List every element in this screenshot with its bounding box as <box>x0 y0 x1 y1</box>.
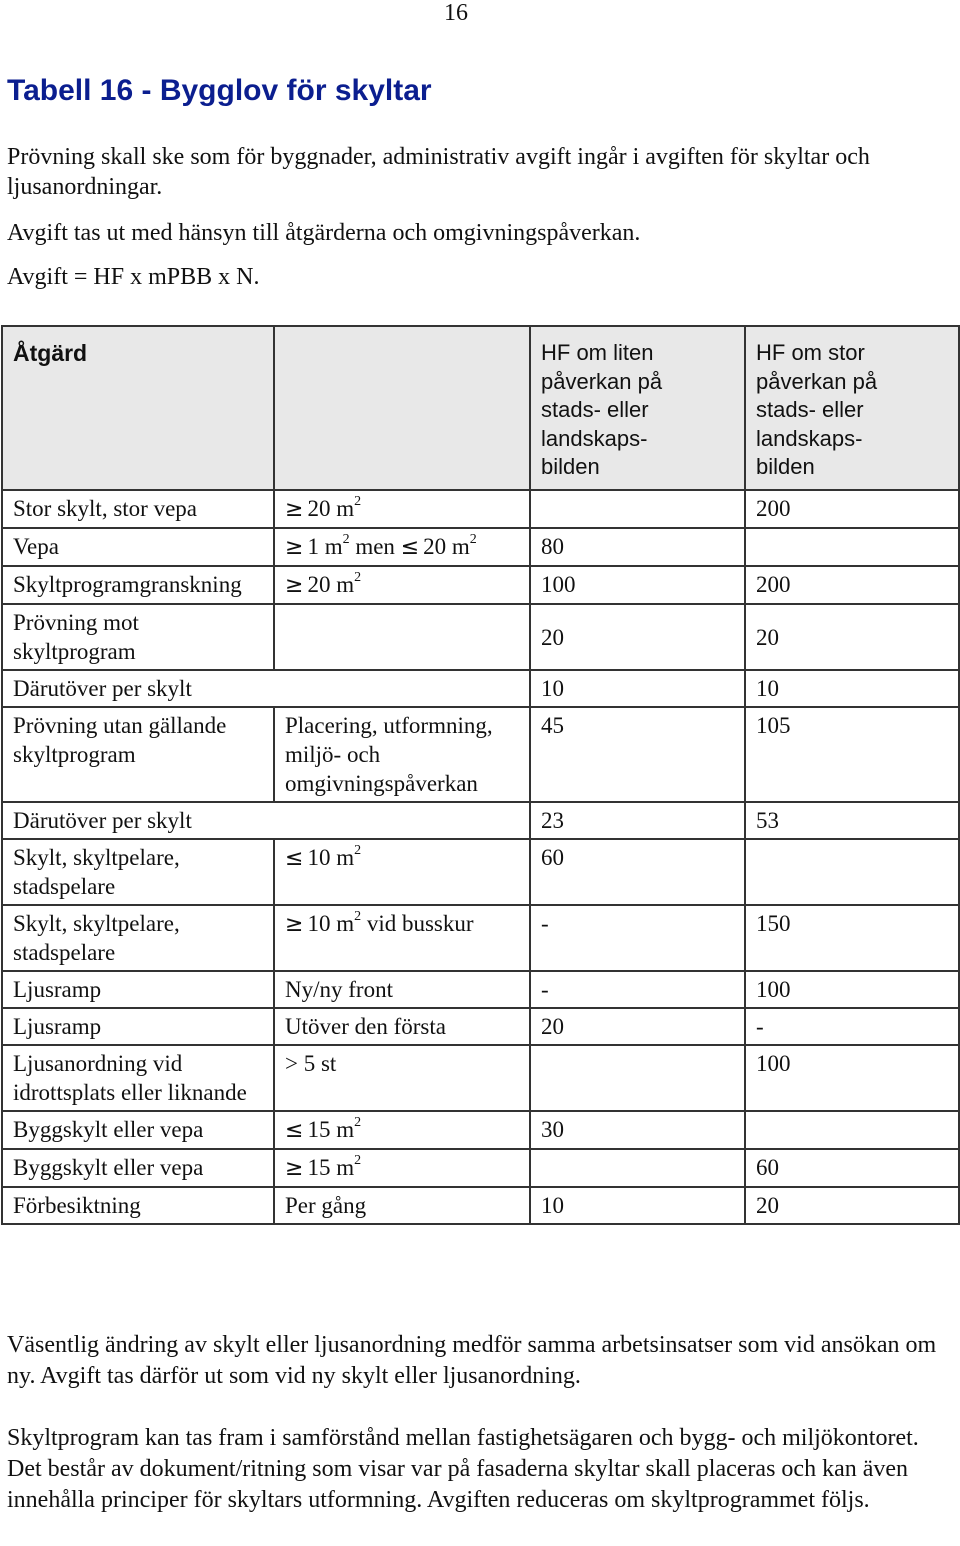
cell-hf-large: 20 <box>745 604 959 670</box>
cell-hf-small: - <box>530 971 745 1008</box>
header-line: påverkan på <box>541 368 663 394</box>
page-number: 16 <box>444 0 468 26</box>
cell-action: Skyltprogramgranskning <box>2 566 274 604</box>
header-line: HF om stor <box>756 340 865 365</box>
less-equal-icon: ≤ <box>285 846 304 871</box>
exponent: 2 <box>342 532 350 548</box>
fee-table <box>1 325 960 1225</box>
column-header-hf-large <box>745 326 959 490</box>
table-row <box>2 905 959 971</box>
table-row <box>2 604 959 670</box>
cell-action: Ljusanordning vid idrottsplats eller liknande <box>2 1045 274 1111</box>
condition-text: 15 m <box>307 1117 355 1142</box>
fee-formula: Avgift = HF x mPBB x N. <box>7 264 260 290</box>
header-line: landskaps- <box>541 425 648 451</box>
header-line: bilden <box>756 454 815 479</box>
table-row <box>2 1187 959 1224</box>
exponent: 2 <box>354 494 362 510</box>
table-row <box>2 802 959 839</box>
intro-paragraph: Prövning skall ske som för byggnader, administrativ avgift ingår i avgiften för skyltar och ljusanordningar. <box>7 144 870 200</box>
cell-hf-small: 10 <box>530 1187 745 1224</box>
cell-condition <box>274 490 530 528</box>
exponent: 2 <box>354 1153 362 1169</box>
less-equal-icon: ≤ <box>285 1118 304 1143</box>
table-row <box>2 1111 959 1149</box>
cell-condition: Per gång <box>274 1187 530 1224</box>
table-row <box>2 971 959 1008</box>
table-row <box>2 1045 959 1111</box>
cell-condition <box>274 905 530 971</box>
condition-text: 1 m <box>307 534 343 559</box>
intro-paragraph: Avgift tas ut med hänsyn till åtgärderna och omgivningspåverkan. <box>7 220 641 246</box>
cell-hf-small: 80 <box>530 528 745 566</box>
condition-text: men <box>349 534 401 559</box>
cell-hf-small <box>530 1149 745 1187</box>
cell-action: Skylt, skyltpelare, stadspelare <box>2 839 274 905</box>
cell-hf-small: 30 <box>530 1111 745 1149</box>
header-line: stads- eller <box>756 397 864 422</box>
cell-hf-large: 100 <box>745 971 959 1008</box>
page-title: Tabell 16 - Bygglov för skyltar <box>7 74 432 107</box>
cell-action: Stor skylt, stor vepa <box>2 490 274 528</box>
cell-hf-small <box>530 1045 745 1111</box>
cell-hf-small: - <box>530 905 745 971</box>
cell-hf-large: 60 <box>745 1149 959 1187</box>
less-equal-icon: ≤ <box>400 535 420 560</box>
cell-condition: > 5 st <box>274 1045 530 1111</box>
table-row <box>2 566 959 604</box>
column-header-condition <box>274 326 530 490</box>
cell-hf-small: 10 <box>530 670 745 707</box>
exponent: 2 <box>354 570 362 586</box>
table-row <box>2 1149 959 1187</box>
cell-hf-large: 53 <box>745 802 959 839</box>
greater-equal-icon: ≥ <box>285 497 304 522</box>
column-header-hf-small <box>530 326 745 490</box>
header-line: landskaps- <box>756 425 863 451</box>
cell-action: Förbesiktning <box>2 1187 274 1224</box>
condition-text: 10 m <box>307 845 355 870</box>
cell-hf-small: 20 <box>530 604 745 670</box>
condition-text: 15 m <box>307 1155 355 1180</box>
exponent: 2 <box>354 1115 362 1131</box>
table-row <box>2 490 959 528</box>
condition-text: 20 m <box>307 572 355 597</box>
cell-action: Skylt, skyltpelare, stadspelare <box>2 905 274 971</box>
cell-condition <box>274 604 530 670</box>
cell-condition <box>274 1111 530 1149</box>
cell-condition: Utöver den första <box>274 1008 530 1045</box>
table-row <box>2 528 959 566</box>
column-header-action: Åtgärd <box>2 326 274 490</box>
cell-hf-large: 105 <box>745 707 959 802</box>
header-line: HF om liten <box>541 340 654 365</box>
cell-action: Ljusramp <box>2 1008 274 1045</box>
cell-action: Därutöver per skylt <box>2 670 530 707</box>
cell-hf-large <box>745 1111 959 1149</box>
cell-hf-small: 60 <box>530 839 745 905</box>
cell-hf-large <box>745 839 959 905</box>
condition-text: 20 m <box>307 496 355 521</box>
header-line: stads- eller <box>541 397 649 422</box>
greater-equal-icon: ≥ <box>285 573 304 598</box>
cell-hf-large: 150 <box>745 905 959 971</box>
note-paragraph: Väsentlig ändring av skylt eller ljusanordning medför samma arbetsinsatser som vid ansökan om ny. Avgift tas därför ut som vid ny skylt eller ljusanordning. <box>7 1332 937 1389</box>
table-header-row <box>2 326 959 490</box>
cell-condition <box>274 839 530 905</box>
table-row <box>2 1008 959 1045</box>
condition-text: vid busskur <box>361 911 474 936</box>
greater-equal-icon: ≥ <box>285 912 304 937</box>
greater-equal-icon: ≥ <box>285 1156 304 1181</box>
exponent: 2 <box>354 843 362 859</box>
cell-hf-small: 100 <box>530 566 745 604</box>
cell-action: Ljusramp <box>2 971 274 1008</box>
cell-hf-large: 200 <box>745 490 959 528</box>
cell-hf-large: 200 <box>745 566 959 604</box>
cell-condition <box>274 566 530 604</box>
cell-hf-large <box>745 528 959 566</box>
exponent: 2 <box>469 532 477 548</box>
greater-equal-icon: ≥ <box>285 535 304 560</box>
cell-condition <box>274 1149 530 1187</box>
cell-hf-large: 100 <box>745 1045 959 1111</box>
cell-action: Vepa <box>2 528 274 566</box>
table-row <box>2 839 959 905</box>
header-line: påverkan på <box>756 368 878 394</box>
cell-action: Prövning utan gällande skyltprogram <box>2 707 274 802</box>
cell-condition: Ny/ny front <box>274 971 530 1008</box>
header-line: bilden <box>541 454 600 479</box>
cell-action: Byggskylt eller vepa <box>2 1149 274 1187</box>
exponent: 2 <box>354 909 362 925</box>
condition-text: 10 m <box>307 911 355 936</box>
cell-hf-small: 20 <box>530 1008 745 1045</box>
cell-hf-small: 23 <box>530 802 745 839</box>
cell-hf-small <box>530 490 745 528</box>
cell-hf-large: 10 <box>745 670 959 707</box>
cell-hf-large: 20 <box>745 1187 959 1224</box>
condition-text: 20 m <box>423 534 470 559</box>
cell-condition <box>274 528 530 566</box>
cell-action: Därutöver per skylt <box>2 802 530 839</box>
cell-action: Prövning mot skyltprogram <box>2 604 274 670</box>
cell-hf-small: 45 <box>530 707 745 802</box>
cell-hf-large: - <box>745 1008 959 1045</box>
note-paragraph: Skyltprogram kan tas fram i samförstånd mellan fastighetsägaren och bygg- och miljökontoret. Det består av dokument/ritning som visar var på fasaderna skyltar skall placeras och kan även innehålla principer för skyltars utformning. Avgiften reduceras om skyltprogrammet följs. <box>7 1425 919 1513</box>
cell-condition: Placering, utformning, miljö- och omgivningspåverkan <box>274 707 530 802</box>
table-row <box>2 670 959 707</box>
cell-action: Byggskylt eller vepa <box>2 1111 274 1149</box>
table-row <box>2 707 959 802</box>
